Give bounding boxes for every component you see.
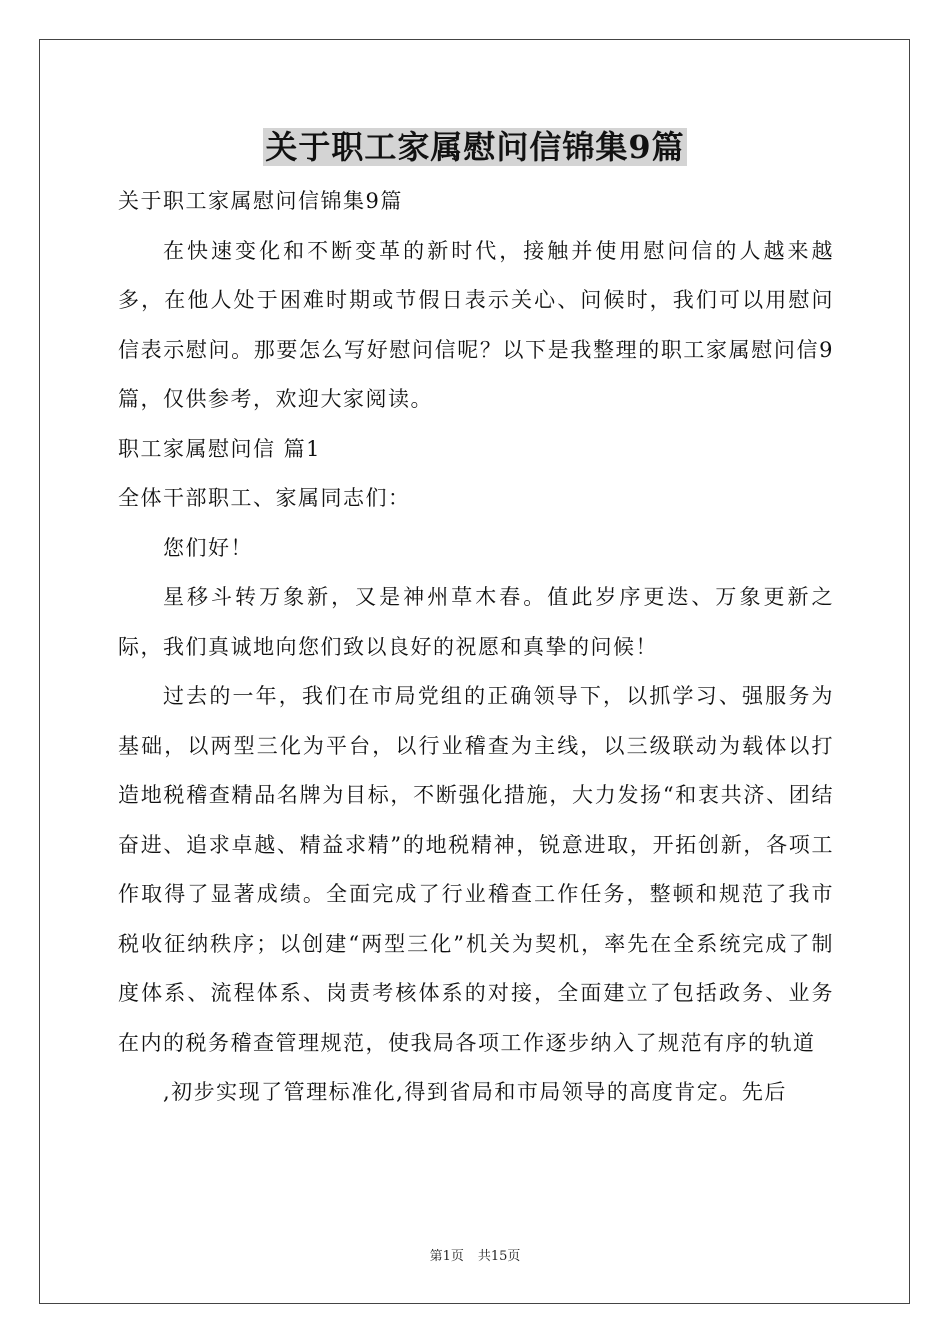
- page-number: 第1页: [429, 1249, 464, 1264]
- section-heading: 职工家属慰问信 篇1: [118, 436, 322, 461]
- body-paragraph: 星移斗转万象新，又是神州草木春。值此岁序更迭、万象更新之际，我们真诚地向您们致以良好的祝愿和真挚的问候！: [118, 585, 834, 659]
- page-total: 共15页: [477, 1249, 521, 1264]
- greeting: 您们好！: [163, 535, 253, 560]
- salutation: 全体干部职工、家属同志们：: [118, 486, 411, 510]
- body-paragraph: ,初步实现了管理标准化,得到省局和市局领导的高度肯定。先后: [163, 1080, 787, 1104]
- intro-paragraph: 在快速变化和不断变革的新时代，接触并使用慰问信的人越来越多，在他人处于困难时期或节假日表示关心、问候时，我们可以用慰问信表示慰问。那要怎么写好慰问信呢？以下是我整理的职工家属慰问信9篇，仅供参考，欢迎大家阅读。: [118, 238, 834, 411]
- document-title-text: 关于职工家属慰问信锦集9篇: [265, 128, 685, 166]
- document-body: [118, 177, 834, 1118]
- page-footer: [0, 1248, 950, 1266]
- subtitle-paragraph: 关于职工家属慰问信锦集9篇: [118, 189, 403, 213]
- document-title: [0, 124, 950, 170]
- body-paragraph: 过去的一年，我们在市局党组的正确领导下，以抓学习、强服务为基础，以两型三化为平台，以行业稽查为主线，以三级联动为载体以打造地税稽查精品名牌为目标，不断强化措施，大力发扬“和衷共济、团结奋进、追求卓越、精益求精”的地税精神，锐意进取，开拓创新，各项工作取得了显著成绩。全面完成了行业稽查工作任务，整顿和规范了我市税收征纳秩序；以创建“两型三化”机关为契机，率先在全系统完成了制度体系、流程体系、岗责考核体系的对接，全面建立了包括政务、业务在内的税务稽查管理规范，使我局各项工作逐步纳入了规范有序的轨道: [118, 684, 834, 1055]
